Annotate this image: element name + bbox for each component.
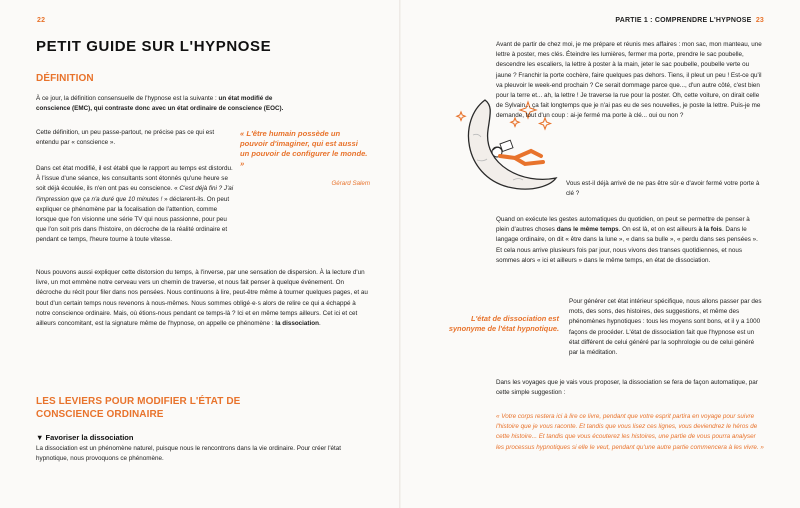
suggestion-quote: « Votre corps restera ici à lire ce livre, pendant que votre esprit partira en voyage pour suivre l'histoire que je vous raconte. Et tandis que vous lisez ces lignes, vous deviendrez le héros de cette histoire... Et tandis que vous écouterez les histoires, une partie de vous pourra analyser les processus hypnotiques si elle le veut, pendant qu'une autre partie commencera à les vivre. » xyxy=(496,413,764,451)
right-page xyxy=(401,0,800,508)
paragraph-3a xyxy=(36,164,234,246)
p4-end: . xyxy=(318,320,321,328)
paragraph-r1: Avant de partir de chez moi, je me prépare et réunis mes affaires : mon sac, mon manteau, une lettre à poster, mes clés. Éteindre les lumières, fermer ma porte, prendre le sac poubelle, descendre les escaliers, la lettre à poster à la main, jeter le sac poubelle, poubelle verte ou jaune ? Franchir la porte cochère, faire quelques pas dehors. Tiens, il pleut un peu ! Est-ce qu'il va pleuvoir le week-end prochain ? Ce serait dommage parce que..., d'un autre côté, c'est bien pour la terre et... ah, la lettre ! Je traverse la rue pour la poster. Oh, cette voiture, on dirait celle de Sylvain... ça fait longtemps que je n'ai pas eu de ses nouvelles, je poste la lettre. Puis-je me demande, tout d'un coup : ai-je fermé ma porte à clé... oui ou non ? xyxy=(496,41,762,120)
p4-text: Nous pouvons aussi expliquer cette distorsion du temps, à l'inverse, par une sensation de dispersion. À la lecture d'un livre, un mot emmène notre cerveau vers un chemin de traverse, et nous fait penser à quelque événement. On décroche du récit pour filer dans nos pensées. Nous continuons à lire, peut-être même à tourner quelques pages, et au bout d'un certain temps nous revenons à nous-mêmes. Nous sommes obligé·e·s alors de relire ce qui a échappé à notre conscience ordinaire. Mais, où étions-nous pendant ce temps-là ? Ici et en même temps ailleurs. Cet ici et cet ailleurs concomitant, est la signature même de l'hypnose, on appelle ce phénomène : xyxy=(36,269,368,328)
p3-text: Dans cet état modifié, il est établi que le rapport au temps est distordu. À l'issue d'une séance, les consultants sont étonnés qu'une heure se soit déjà écoulée, ils n'en ont pas eu conscience. « xyxy=(36,165,233,193)
r3-text-2: . On est là, et on est ailleurs xyxy=(618,226,699,234)
paragraph-r3 xyxy=(496,215,764,266)
side-quote: L'état de dissociation est synonyme de l'état hypnotique. xyxy=(448,314,559,333)
part-label: PARTIE 1 : COMPRENDRE L'HYPNOSE xyxy=(615,17,752,24)
p3-italic: C'est déjà fini ? J'ai l'impression que ça n'a duré que 10 minutes ! xyxy=(36,185,234,203)
page-header-right xyxy=(615,17,764,24)
definition-bold: un état modifié de conscience (EMC), qui contraste donc avec un état ordinaire de conscience (EOC). xyxy=(36,95,284,113)
r3-bold-1: dans le même temps xyxy=(556,226,619,234)
page-number-left: 22 xyxy=(37,17,46,24)
paragraph-4 xyxy=(36,268,371,329)
page-title: PETIT GUIDE SUR L'HYPNOSE xyxy=(36,38,272,55)
paragraph-5: La dissociation est un phénomène naturel, puisque nous le rencontrons dans la vie ordinaire. Pour créer l'état hypnotique, nous provoquons ce phénomène. xyxy=(36,445,342,463)
paragraph-2: Cette définition, un peu passe-partout, ne précise pas ce qui est entendu par « conscience ». xyxy=(36,129,215,147)
reader-figure xyxy=(492,140,543,164)
definition-heading: DÉFINITION xyxy=(36,73,94,84)
quote-author: Gérard Salem xyxy=(331,180,370,187)
paragraph-r2: Vous est-il déjà arrivé de ne pas être sûr·e d'avoir fermé votre porte à clé ? xyxy=(566,180,760,198)
pull-quote: « L'être humain possède un pouvoir d'imaginer, qui est aussi un pouvoir de configurer le monde. » xyxy=(240,129,368,168)
definition-paragraph xyxy=(36,94,301,114)
r3-text: Quand on exécute les gestes automatiques du quotidien, on peut se permettre de penser à plein d'autres choses xyxy=(496,216,750,234)
p3-text-end: » déclarent-ils. On peut expliquer ce phénomène par la focalisation de l'attention, comme lorsque que l'on visionne une série TV qui nous passionne, pour peu que l'on soit pris dans l'histoire, on décroche de la réalité ordinaire et pendant ce temps, l'heure tourne à toute vitesse. xyxy=(36,195,230,244)
r3-text-3: . Dans le langage ordinaire, on dit « être dans la lune », « dans sa bulle », « perdu dans ses pensées ». Et cela nous arrive plusieurs fois par jour, nous vivons des transes quotidiennes, et nous sommes alors « ici et ailleurs » dans le même temps, en état de dissociation. xyxy=(496,226,758,264)
paragraph-r4: Pour générer cet état intérieur spécifique, nous allons passer par des mots, des sons, des histoires, des suggestions, et même des phénomènes hypnotiques : tous les moyens sont bons, et il y a 1000 façons de procéder. L'état de dissociation fait que l'hypnose est un état différent de celui généré par la sophrologie ou de celui généré par la méditation. xyxy=(569,298,762,357)
subheading-dissociation: ▼ Favoriser la dissociation xyxy=(36,433,134,442)
r3-bold-2: à la fois xyxy=(698,226,722,234)
page-number-right: 23 xyxy=(755,17,764,24)
dissociation-term: la dissociation xyxy=(275,320,319,328)
definition-text: À ce jour, la définition consensuelle de l'hypnose est la suivante : xyxy=(36,95,219,102)
left-page xyxy=(0,0,399,508)
levers-heading: LES LEVIERS POUR MODIFIER L'ÉTAT DE CONSCIENCE ORDINAIRE xyxy=(36,396,241,420)
paragraph-r5: Dans les voyages que je vais vous proposer, la dissociation se fera de façon automatique, par cette simple suggestion : xyxy=(496,379,758,397)
